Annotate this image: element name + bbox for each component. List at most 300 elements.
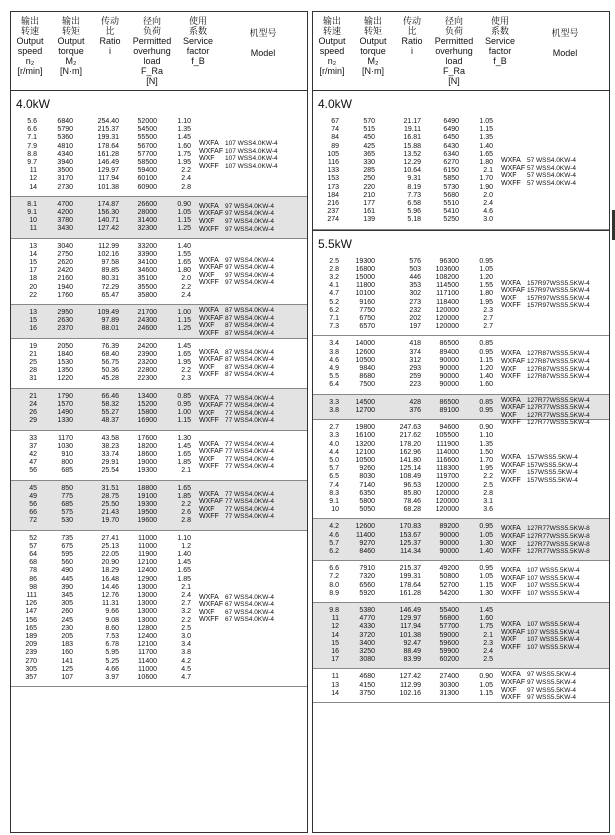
model-number: 77 WSS4.0KW-4 — [225, 448, 275, 456]
table-row — [313, 441, 609, 449]
factor-cell: 1.80 — [177, 267, 191, 275]
model-row — [501, 644, 580, 652]
speed-cell: 147 — [25, 608, 37, 616]
ratio-cell: 19.11 — [404, 126, 421, 134]
model-row — [199, 330, 274, 338]
model-number: 67 WSS4.0KW-4 — [225, 616, 275, 624]
table-row — [11, 633, 307, 641]
torque-cell: 735 — [61, 534, 73, 542]
table-row — [11, 126, 307, 134]
load-cell: 120000 — [435, 497, 459, 505]
load-cell: 89400 — [439, 348, 459, 356]
factor-cell: 1.10 — [479, 432, 493, 440]
model-row — [199, 140, 278, 148]
speed-cell: 305 — [25, 665, 37, 673]
table-row — [11, 666, 307, 674]
torque-cell: 230 — [61, 624, 73, 632]
model-number: 157WSS5.5KW-4 — [527, 454, 578, 462]
model-type: WXFAF — [199, 356, 224, 364]
speed-cell: 7.1 — [27, 134, 37, 142]
ratio-cell: 215.37 — [399, 565, 421, 573]
header-line: Output — [16, 36, 44, 46]
factor-cell: 1.25 — [177, 325, 191, 333]
model-type: WXFF — [199, 279, 219, 287]
ratio-cell: 43.58 — [101, 434, 119, 442]
header-line: F_Ra — [442, 66, 465, 76]
factor-cell: 0.95 — [479, 257, 493, 265]
speed-cell: 52 — [29, 534, 37, 542]
load-cell: 19300 — [137, 467, 157, 475]
model-number: 157WSS5.5KW-4 — [527, 469, 578, 477]
load-cell: 59900 — [439, 647, 459, 655]
torque-cell: 4150 — [359, 681, 375, 689]
factor-cell: 1.35 — [177, 126, 191, 134]
model-row — [199, 349, 274, 357]
ratio-cell: 178.20 — [399, 440, 421, 448]
speed-cell: 28 — [29, 367, 37, 375]
model-number: 77 WSS4.0KW-4 — [225, 490, 275, 498]
load-cell: 35500 — [137, 283, 157, 291]
model-number: 77 WSS4.0KW-4 — [225, 417, 275, 425]
speed-cell: 3.4 — [329, 340, 339, 348]
header-line: 负荷 — [142, 26, 161, 36]
speed-cell: 12 — [29, 175, 37, 183]
model-number: 107 WSS5.5KW-4 — [527, 567, 580, 575]
ratio-cell: 109.49 — [97, 309, 119, 317]
model-number: 97 WSS4.0KW-4 — [225, 271, 275, 279]
model-row — [199, 417, 274, 425]
factor-cell: 1.85 — [177, 492, 191, 500]
speed-cell: 4.0 — [329, 440, 339, 448]
speed-cell: 8.1 — [27, 200, 37, 208]
ratio-cell: 25.54 — [101, 467, 119, 475]
speed-cell: 209 — [25, 641, 37, 649]
factor-cell: 1.30 — [177, 434, 191, 442]
ratio-cell: 28.75 — [101, 492, 119, 500]
model-number: 127R77WSS5.5KW-8 — [527, 532, 590, 540]
load-cell: 31300 — [439, 689, 459, 697]
torque-cell: 16100 — [355, 432, 375, 440]
speed-cell: 14 — [331, 689, 339, 697]
load-cell: 12100 — [137, 641, 157, 649]
speed-cell: 33 — [29, 434, 37, 442]
factor-cell: 1.85 — [177, 459, 191, 467]
speed-cell: 17 — [331, 656, 339, 664]
ratio-cell: 5.18 — [407, 216, 421, 224]
model-list — [199, 491, 274, 521]
table-row — [313, 208, 609, 216]
torque-cell: 6570 — [359, 323, 375, 331]
speed-cell: 66 — [29, 509, 37, 517]
model-row — [199, 226, 274, 234]
load-cell: 90000 — [439, 365, 459, 373]
model-type: WXFF — [199, 417, 219, 425]
header-line: load — [445, 56, 463, 66]
speed-cell: 16 — [331, 647, 339, 655]
ratio-cell: 127.42 — [399, 673, 421, 681]
speed-cell: 105 — [327, 150, 339, 158]
right-table-panel — [312, 11, 610, 833]
model-row — [501, 694, 576, 702]
torque-cell: 910 — [61, 450, 73, 458]
factor-cell: 2.2 — [181, 283, 191, 291]
model-list — [199, 140, 278, 170]
model-type: WXFAF — [501, 628, 526, 636]
model-row — [199, 155, 278, 163]
ratio-cell: 102.16 — [399, 689, 421, 697]
header-line: load — [143, 56, 161, 66]
factor-cell: 2.4 — [181, 591, 191, 599]
torque-cell: 8030 — [359, 473, 375, 481]
header-line: 转矩 — [61, 26, 80, 36]
table-row — [11, 535, 307, 543]
ratio-cell: 78.46 — [403, 497, 421, 505]
speed-cell: 8.0 — [329, 581, 339, 589]
table-row — [313, 381, 609, 389]
model-type: WXFA — [501, 350, 521, 358]
ratio-cell: 97.58 — [101, 259, 119, 267]
torque-cell: 1350 — [57, 367, 73, 375]
header-line: Service — [484, 36, 515, 46]
load-cell: 12400 — [137, 632, 157, 640]
header-line: 机型号 — [249, 28, 277, 38]
ratio-cell: 85.80 — [403, 489, 421, 497]
load-cell: 5250 — [443, 216, 459, 224]
load-cell: 35800 — [137, 291, 157, 299]
load-cell: 58500 — [137, 159, 157, 167]
speed-cell: 68 — [29, 559, 37, 567]
factor-cell: 2.6 — [181, 509, 191, 517]
gearbox-group — [313, 519, 609, 561]
model-row — [501, 687, 576, 695]
load-cell: 60100 — [137, 175, 157, 183]
ratio-cell: 10.64 — [403, 167, 421, 175]
factor-cell: 1.20 — [479, 274, 493, 282]
torque-cell: 4700 — [57, 200, 73, 208]
load-cell: 26600 — [137, 200, 157, 208]
speed-cell: 29 — [29, 417, 37, 425]
model-row — [501, 469, 578, 477]
model-type: WXF — [199, 155, 215, 163]
factor-cell: 2.0 — [181, 275, 191, 283]
torque-cell: 9160 — [359, 298, 375, 306]
model-number: 87 WSS4.0KW-4 — [225, 356, 275, 364]
left-groups — [11, 114, 307, 687]
ratio-cell: 25.13 — [101, 542, 119, 550]
torque-cell: 8460 — [359, 547, 375, 555]
model-type: WXFAF — [501, 404, 526, 412]
gearbox-group — [313, 336, 609, 394]
load-cell: 12900 — [137, 575, 157, 583]
model-row — [199, 371, 274, 379]
table-row — [11, 243, 307, 251]
speed-cell: 12 — [331, 623, 339, 631]
load-cell: 24300 — [137, 317, 157, 325]
load-cell: 11400 — [138, 657, 157, 665]
load-cell: 11700 — [138, 649, 157, 657]
header-output-torque — [349, 16, 397, 76]
ratio-cell: 68.28 — [403, 506, 421, 514]
ratio-cell: 353 — [409, 282, 421, 290]
speed-cell: 3.2 — [329, 274, 339, 282]
speed-cell: 4.4 — [329, 448, 339, 456]
torque-cell: 1220 — [57, 375, 73, 383]
header-line: Output — [359, 36, 387, 46]
model-type: WXFAF — [199, 448, 224, 456]
load-cell: 105500 — [435, 432, 459, 440]
model-type: WXF — [501, 636, 517, 644]
model-number: 127R77WSS5.5KW-8 — [527, 540, 590, 548]
model-type: WXFA — [199, 490, 219, 498]
model-row — [501, 295, 590, 303]
torque-cell: 6560 — [359, 581, 375, 589]
speed-cell: 7.1 — [329, 315, 339, 323]
torque-cell: 10500 — [355, 356, 375, 364]
load-cell: 19100 — [137, 492, 157, 500]
model-number: 107 WSS5.5KW-4 — [527, 628, 580, 636]
speed-cell: 8.3 — [329, 489, 339, 497]
model-list — [199, 257, 274, 287]
model-row — [199, 218, 274, 226]
ratio-cell: 146.49 — [97, 159, 119, 167]
ratio-cell: 140.71 — [97, 217, 119, 225]
factor-cell: 2.0 — [483, 191, 493, 199]
table-row — [11, 543, 307, 551]
table-row — [313, 134, 609, 142]
load-cell: 5850 — [443, 175, 459, 183]
table-row — [313, 200, 609, 208]
ratio-cell: 5.96 — [407, 208, 421, 216]
model-number: 97 WSS4.0KW-4 — [225, 264, 275, 272]
section-title-5-5kw: 5.5kW — [313, 230, 609, 254]
load-cell: 13000 — [137, 591, 157, 599]
ratio-cell: 3.97 — [105, 673, 119, 681]
gearbox-group — [313, 254, 609, 337]
torque-cell: 141 — [61, 657, 73, 665]
torque-cell: 260 — [61, 608, 73, 616]
model-number: 77 WSS4.0KW-4 — [225, 394, 275, 402]
factor-cell: 0.95 — [479, 406, 493, 414]
speed-cell: 67 — [331, 118, 339, 125]
model-type: WXF — [501, 540, 517, 548]
factor-cell: 1.20 — [479, 365, 493, 373]
torque-cell: 12600 — [355, 348, 375, 356]
header-line: f_B — [191, 56, 205, 66]
model-row — [501, 180, 576, 188]
model-type: WXFA — [199, 440, 219, 448]
ratio-cell: 215.37 — [97, 126, 119, 134]
table-row — [313, 216, 609, 224]
model-number: 127R87WSS5.5KW-4 — [527, 373, 590, 381]
load-cell: 120000 — [435, 481, 459, 489]
factor-cell: 4.5 — [181, 665, 191, 673]
model-number: 127R87WSS5.5KW-4 — [527, 358, 590, 366]
factor-cell: 1.95 — [479, 465, 493, 473]
factor-cell: 0.95 — [479, 348, 493, 356]
ratio-cell: 8.60 — [105, 624, 119, 632]
ratio-cell: 293 — [409, 365, 421, 373]
load-cell: 96300 — [439, 257, 459, 265]
model-row — [199, 513, 274, 521]
model-type: WXFAF — [501, 287, 526, 295]
model-type: WXFF — [501, 302, 521, 310]
table-row — [313, 315, 609, 323]
ratio-cell: 112.99 — [400, 681, 421, 689]
model-row — [199, 163, 278, 171]
torque-cell: 1940 — [57, 283, 73, 291]
torque-cell: 345 — [61, 591, 73, 599]
factor-cell: 1.65 — [177, 350, 191, 358]
header-line: factor — [186, 46, 210, 56]
speed-cell: 3.8 — [329, 348, 339, 356]
speed-cell: 19 — [29, 342, 37, 350]
load-cell: 15200 — [137, 400, 157, 408]
factor-cell: 2.3 — [181, 375, 191, 383]
factor-cell: 1.35 — [479, 134, 493, 142]
model-type: WXFA — [199, 593, 219, 601]
load-cell: 59400 — [137, 167, 157, 175]
speed-cell: 7.3 — [329, 323, 339, 331]
factor-cell: 2.4 — [483, 647, 493, 655]
header-line: 输出 — [20, 16, 39, 26]
load-cell: 23200 — [137, 359, 157, 367]
model-type: WXFAF — [501, 461, 526, 469]
factor-cell: 2.5 — [483, 481, 493, 489]
factor-cell: 1.00 — [177, 309, 191, 317]
ratio-cell: 5.95 — [105, 649, 119, 657]
factor-cell: 1.35 — [479, 440, 493, 448]
ratio-cell: 11.31 — [102, 600, 119, 608]
torque-cell: 2370 — [57, 325, 73, 333]
model-type: WXFF — [199, 371, 219, 379]
ratio-cell: 45.28 — [101, 375, 119, 383]
ratio-cell: 29.91 — [101, 459, 119, 467]
torque-cell: 1790 — [57, 392, 73, 400]
torque-cell: 2730 — [57, 183, 73, 191]
model-type: WXFAF — [199, 402, 224, 410]
model-row — [501, 454, 578, 462]
factor-cell: 1.75 — [479, 623, 493, 631]
torque-cell: 1570 — [57, 400, 73, 408]
ratio-cell: 223 — [409, 381, 421, 389]
model-number: 97 WSS4.0KW-4 — [225, 225, 275, 233]
ratio-cell: 16.48 — [101, 575, 119, 583]
factor-cell: 2.7 — [181, 600, 191, 608]
model-row — [501, 287, 590, 295]
header-line — [221, 38, 305, 48]
model-list — [501, 350, 590, 380]
torque-cell: 2630 — [57, 317, 73, 325]
model-row — [199, 279, 274, 287]
header-overhung-load — [425, 16, 483, 86]
torque-cell: 6350 — [359, 489, 375, 497]
speed-cell: 4.7 — [329, 290, 339, 298]
speed-cell: 156 — [25, 616, 37, 624]
model-number: 77 WSS4.0KW-4 — [225, 440, 275, 448]
table-row — [313, 607, 609, 615]
table-row — [11, 184, 307, 192]
factor-cell: 1.05 — [479, 265, 493, 273]
model-row — [501, 590, 580, 598]
load-cell: 54500 — [137, 126, 157, 134]
right-groups-5-5kw — [313, 254, 609, 703]
model-number: 87 WSS4.0KW-4 — [225, 348, 275, 356]
torque-cell: 177 — [363, 200, 375, 208]
load-cell: 94600 — [439, 424, 459, 432]
section-title-4kw: 4.0kW — [16, 97, 51, 111]
model-row — [501, 165, 576, 173]
model-type: WXFF — [501, 643, 521, 651]
load-cell: 90000 — [439, 539, 459, 547]
load-cell: 13000 — [137, 583, 157, 591]
model-type: WXFF — [501, 476, 521, 484]
model-row — [199, 506, 274, 514]
ratio-cell: 156.30 — [97, 209, 119, 217]
model-number: 97 WSS4.0KW-4 — [225, 279, 275, 287]
load-cell: 120000 — [435, 323, 459, 331]
header-line: Output — [318, 36, 346, 46]
factor-cell: 1.60 — [177, 142, 191, 150]
torque-cell: 107 — [61, 673, 73, 681]
header-line: 输出 — [363, 16, 382, 26]
table-header — [11, 12, 307, 91]
load-cell: 19000 — [137, 459, 157, 467]
factor-cell: 0.85 — [479, 398, 493, 406]
load-cell: 54200 — [439, 589, 459, 597]
speed-cell: 126 — [25, 600, 37, 608]
ratio-cell: 254.40 — [97, 118, 119, 125]
model-number: 77 WSS4.0KW-4 — [225, 498, 275, 506]
gearbox-group — [11, 197, 307, 239]
model-row — [199, 307, 274, 315]
model-number: 157WSS5.5KW-4 — [527, 476, 578, 484]
load-cell: 120000 — [435, 306, 459, 314]
header-line: [N] — [146, 76, 158, 86]
load-cell: 57700 — [439, 623, 459, 631]
load-cell: 56700 — [137, 142, 157, 150]
speed-cell: 9.1 — [329, 497, 339, 505]
factor-cell: 0.90 — [479, 424, 493, 432]
header-line: 使用 — [490, 16, 509, 26]
model-row — [501, 412, 590, 420]
ratio-cell: 247.63 — [399, 424, 421, 432]
load-cell: 22800 — [137, 367, 157, 375]
torque-cell: 2050 — [57, 342, 73, 350]
header-line: Ratio — [401, 36, 423, 46]
speed-cell: 7.2 — [329, 573, 339, 581]
speed-cell: 15 — [29, 317, 37, 325]
speed-cell: 42 — [29, 450, 37, 458]
header-line: 传动 — [402, 16, 421, 26]
model-row — [501, 582, 580, 590]
header-line: Permitted — [434, 36, 474, 46]
model-type: WXF — [199, 271, 215, 279]
gearbox-group — [11, 389, 307, 431]
model-number: 157R97WSS5.5KW-4 — [527, 279, 590, 287]
torque-cell: 1330 — [57, 417, 73, 425]
factor-cell: 1.40 — [479, 547, 493, 555]
torque-cell: 210 — [363, 191, 375, 199]
speed-cell: 9.1 — [27, 209, 37, 217]
load-cell: 90000 — [439, 381, 459, 389]
model-number: 127R77WSS5.5KW-4 — [527, 411, 590, 419]
load-cell: 30300 — [439, 681, 459, 689]
load-cell: 60200 — [439, 656, 459, 664]
header-line: factor — [488, 46, 512, 56]
factor-cell: 0.85 — [177, 392, 191, 400]
torque-cell: 530 — [61, 517, 73, 525]
model-row — [199, 210, 274, 218]
